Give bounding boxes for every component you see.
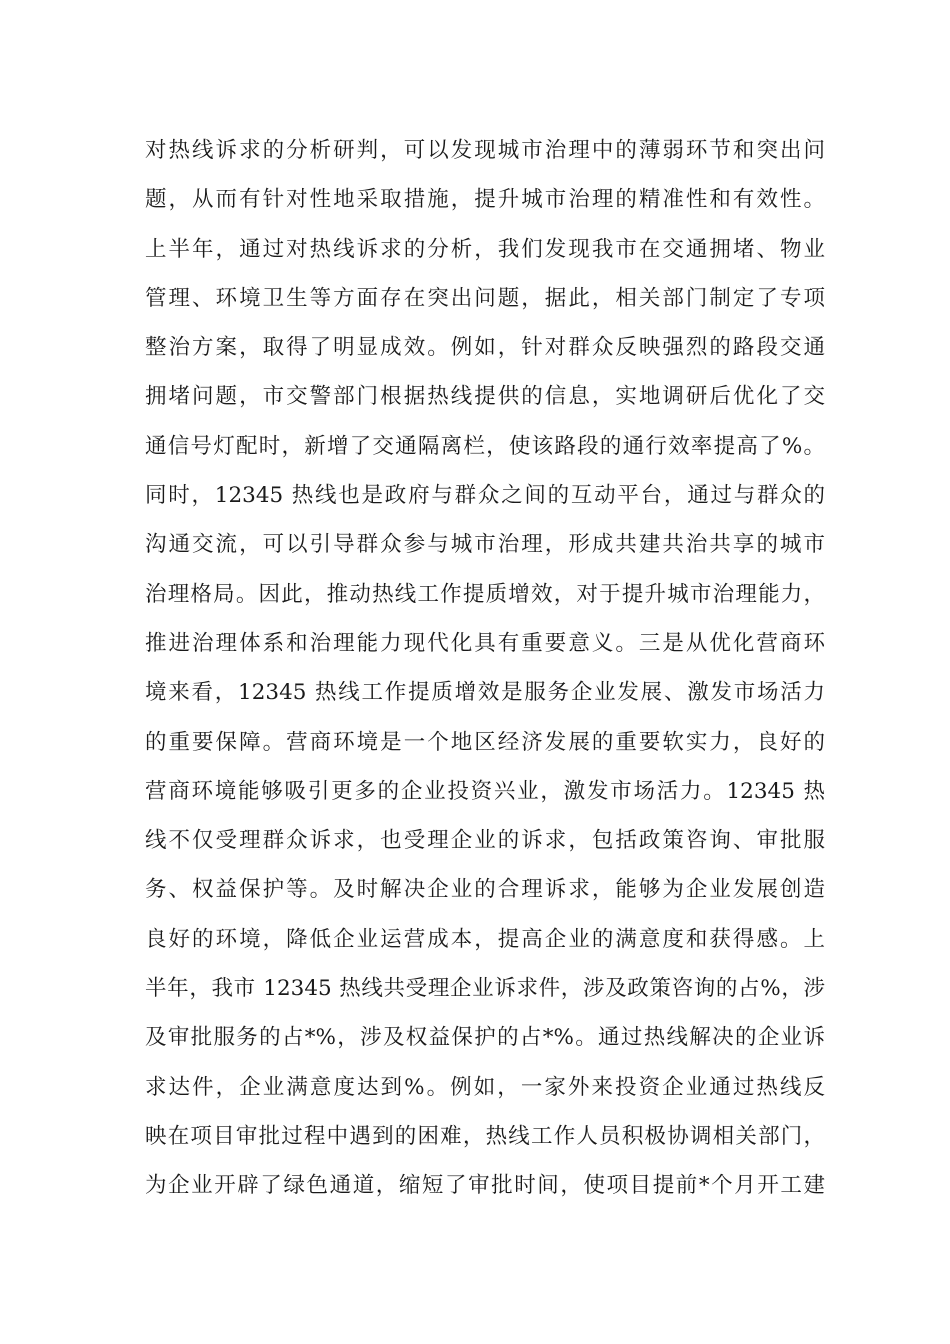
text-line-20: 求达件，企业满意度达到%。例如，一家外来投资企业通过热线反 bbox=[145, 1074, 825, 1100]
text-line-17: 良好的环境，降低企业运营成本，提高企业的满意度和获得感。上 bbox=[145, 926, 825, 952]
text-line-11: 推进治理体系和治理能力现代化具有重要意义。三是从优化营商环 bbox=[145, 630, 825, 656]
text-line-12: 境来看，12345 热线工作提质增效是服务企业发展、激发市场活力 bbox=[145, 680, 825, 706]
text-line-18: 半年，我市 12345 热线共受理企业诉求件，涉及政策咨询的占%，涉 bbox=[145, 976, 825, 1002]
text-line-3: 上半年，通过对热线诉求的分析，我们发现我市在交通拥堵、物业 bbox=[145, 236, 825, 262]
text-line-4: 管理、环境卫生等方面存在突出问题，据此，相关部门制定了专项 bbox=[145, 285, 825, 311]
text-line-13: 的重要保障。营商环境是一个地区经济发展的重要软实力，良好的 bbox=[145, 729, 825, 755]
text-line-6: 拥堵问题，市交警部门根据热线提供的信息，实地调研后优化了交 bbox=[145, 384, 825, 410]
text-line-15: 线不仅受理群众诉求，也受理企业的诉求，包括政策咨询、审批服 bbox=[145, 828, 825, 854]
text-line-7: 通信号灯配时，新增了交通隔离栏，使该路段的通行效率提高了%。 bbox=[145, 433, 825, 459]
text-line-16: 务、权益保护等。及时解决企业的合理诉求，能够为企业发展创造 bbox=[145, 877, 825, 903]
text-line-22: 为企业开辟了绿色通道，缩短了审批时间，使项目提前*个月开工建 bbox=[145, 1173, 825, 1199]
text-line-21: 映在项目审批过程中遇到的困难，热线工作人员积极协调相关部门， bbox=[145, 1123, 825, 1149]
body-text bbox=[145, 131, 825, 1216]
text-line-14: 营商环境能够吸引更多的企业投资兴业，激发市场活力。12345 热 bbox=[145, 778, 825, 804]
text-line-9: 沟通交流，可以引导群众参与城市治理，形成共建共治共享的城市 bbox=[145, 532, 825, 558]
text-line-5: 整治方案，取得了明显成效。例如，针对群众反映强烈的路段交通 bbox=[145, 335, 825, 361]
text-line-19: 及审批服务的占*%，涉及权益保护的占*%。通过热线解决的企业诉 bbox=[145, 1025, 825, 1051]
text-line-2: 题，从而有针对性地采取措施，提升城市治理的精准性和有效性。 bbox=[145, 187, 825, 213]
text-line-8: 同时，12345 热线也是政府与群众之间的互动平台，通过与群众的 bbox=[145, 483, 825, 509]
text-line-1: 对热线诉求的分析研判，可以发现城市治理中的薄弱环节和突出问 bbox=[145, 138, 825, 163]
text-line-10: 治理格局。因此，推动热线工作提质增效，对于提升城市治理能力， bbox=[145, 581, 825, 607]
